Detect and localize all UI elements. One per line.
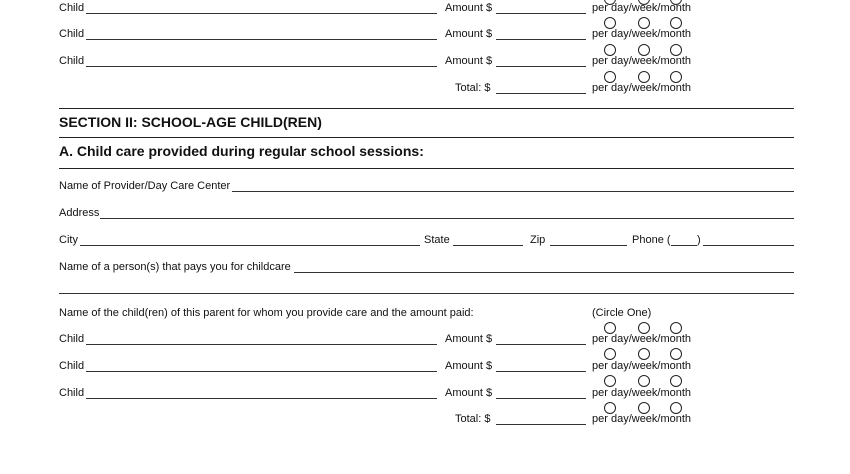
state-field[interactable]: [453, 245, 523, 246]
state-label: State: [424, 234, 450, 246]
child-label: Child: [59, 2, 85, 14]
amount-field[interactable]: [496, 39, 586, 40]
section-title: SECTION II: SCHOOL-AGE CHILD(REN): [59, 114, 322, 130]
child-name-field[interactable]: [86, 371, 437, 372]
amount-field[interactable]: [496, 398, 586, 399]
frequency-label: per day/week/month: [592, 360, 692, 372]
amount-field[interactable]: [496, 66, 586, 67]
frequency-label: per day/week/month: [592, 82, 692, 94]
frequency-label: per day/week/month: [592, 28, 692, 40]
child-label: Child: [59, 28, 85, 40]
option-month-icon[interactable]: [670, 348, 682, 360]
child-label: Child: [59, 55, 85, 67]
amount-label: Amount $: [445, 360, 493, 372]
amount-field[interactable]: [496, 13, 586, 14]
amount-label: Amount $: [445, 55, 493, 67]
child-name-field[interactable]: [86, 39, 437, 40]
payer-field[interactable]: [294, 272, 794, 273]
child-name-field[interactable]: [86, 398, 437, 399]
child-label: Child: [59, 333, 85, 345]
city-field[interactable]: [80, 245, 420, 246]
section-divider: [59, 137, 794, 138]
child-label: Child: [59, 360, 85, 372]
option-day-icon[interactable]: [604, 348, 616, 360]
amount-label: Amount $: [445, 2, 493, 14]
amount-label: Amount $: [445, 333, 493, 345]
option-day-icon[interactable]: [604, 375, 616, 387]
frequency-label: per day/week/month: [592, 413, 692, 425]
amount-label: Amount $: [445, 387, 493, 399]
section-divider: [59, 168, 794, 169]
phone-label: Phone (: [632, 234, 671, 246]
child-name-field[interactable]: [86, 66, 437, 67]
circle-one-label: (Circle One): [592, 307, 652, 319]
provider-name-field[interactable]: [232, 191, 794, 192]
phone-number-field[interactable]: [703, 245, 794, 246]
zip-label: Zip: [530, 234, 546, 246]
option-week-icon[interactable]: [638, 375, 650, 387]
section-subtitle: A. Child care provided during regular school sessions:: [59, 143, 424, 159]
section-divider: [59, 108, 794, 109]
address-label: Address: [59, 207, 100, 219]
phone-area-code-field[interactable]: [671, 245, 697, 246]
city-label: City: [59, 234, 78, 246]
payer-label: Name of a person(s) that pays you for childcare: [59, 261, 291, 273]
provider-name-label: Name of Provider/Day Care Center: [59, 180, 231, 192]
option-week-icon[interactable]: [638, 348, 650, 360]
amount-label: Amount $: [445, 28, 493, 40]
zip-field[interactable]: [550, 245, 627, 246]
frequency-label: per day/week/month: [592, 387, 692, 399]
child-name-field[interactable]: [86, 344, 437, 345]
total-field[interactable]: [496, 424, 586, 425]
child-label: Child: [59, 387, 85, 399]
child-name-field[interactable]: [86, 13, 437, 14]
payer-field-line-2[interactable]: [59, 293, 794, 294]
total-label: Total: $: [455, 413, 491, 425]
address-field[interactable]: [100, 218, 794, 219]
phone-close-paren: ): [697, 234, 701, 246]
option-month-icon[interactable]: [670, 375, 682, 387]
frequency-label: per day/week/month: [592, 333, 692, 345]
children-intro: Name of the child(ren) of this parent for whom you provide care and the amount paid:: [59, 307, 474, 319]
total-field[interactable]: [496, 93, 586, 94]
frequency-label: per day/week/month: [592, 2, 692, 14]
frequency-label: per day/week/month: [592, 55, 692, 67]
amount-field[interactable]: [496, 344, 586, 345]
total-label: Total: $: [455, 82, 491, 94]
amount-field[interactable]: [496, 371, 586, 372]
